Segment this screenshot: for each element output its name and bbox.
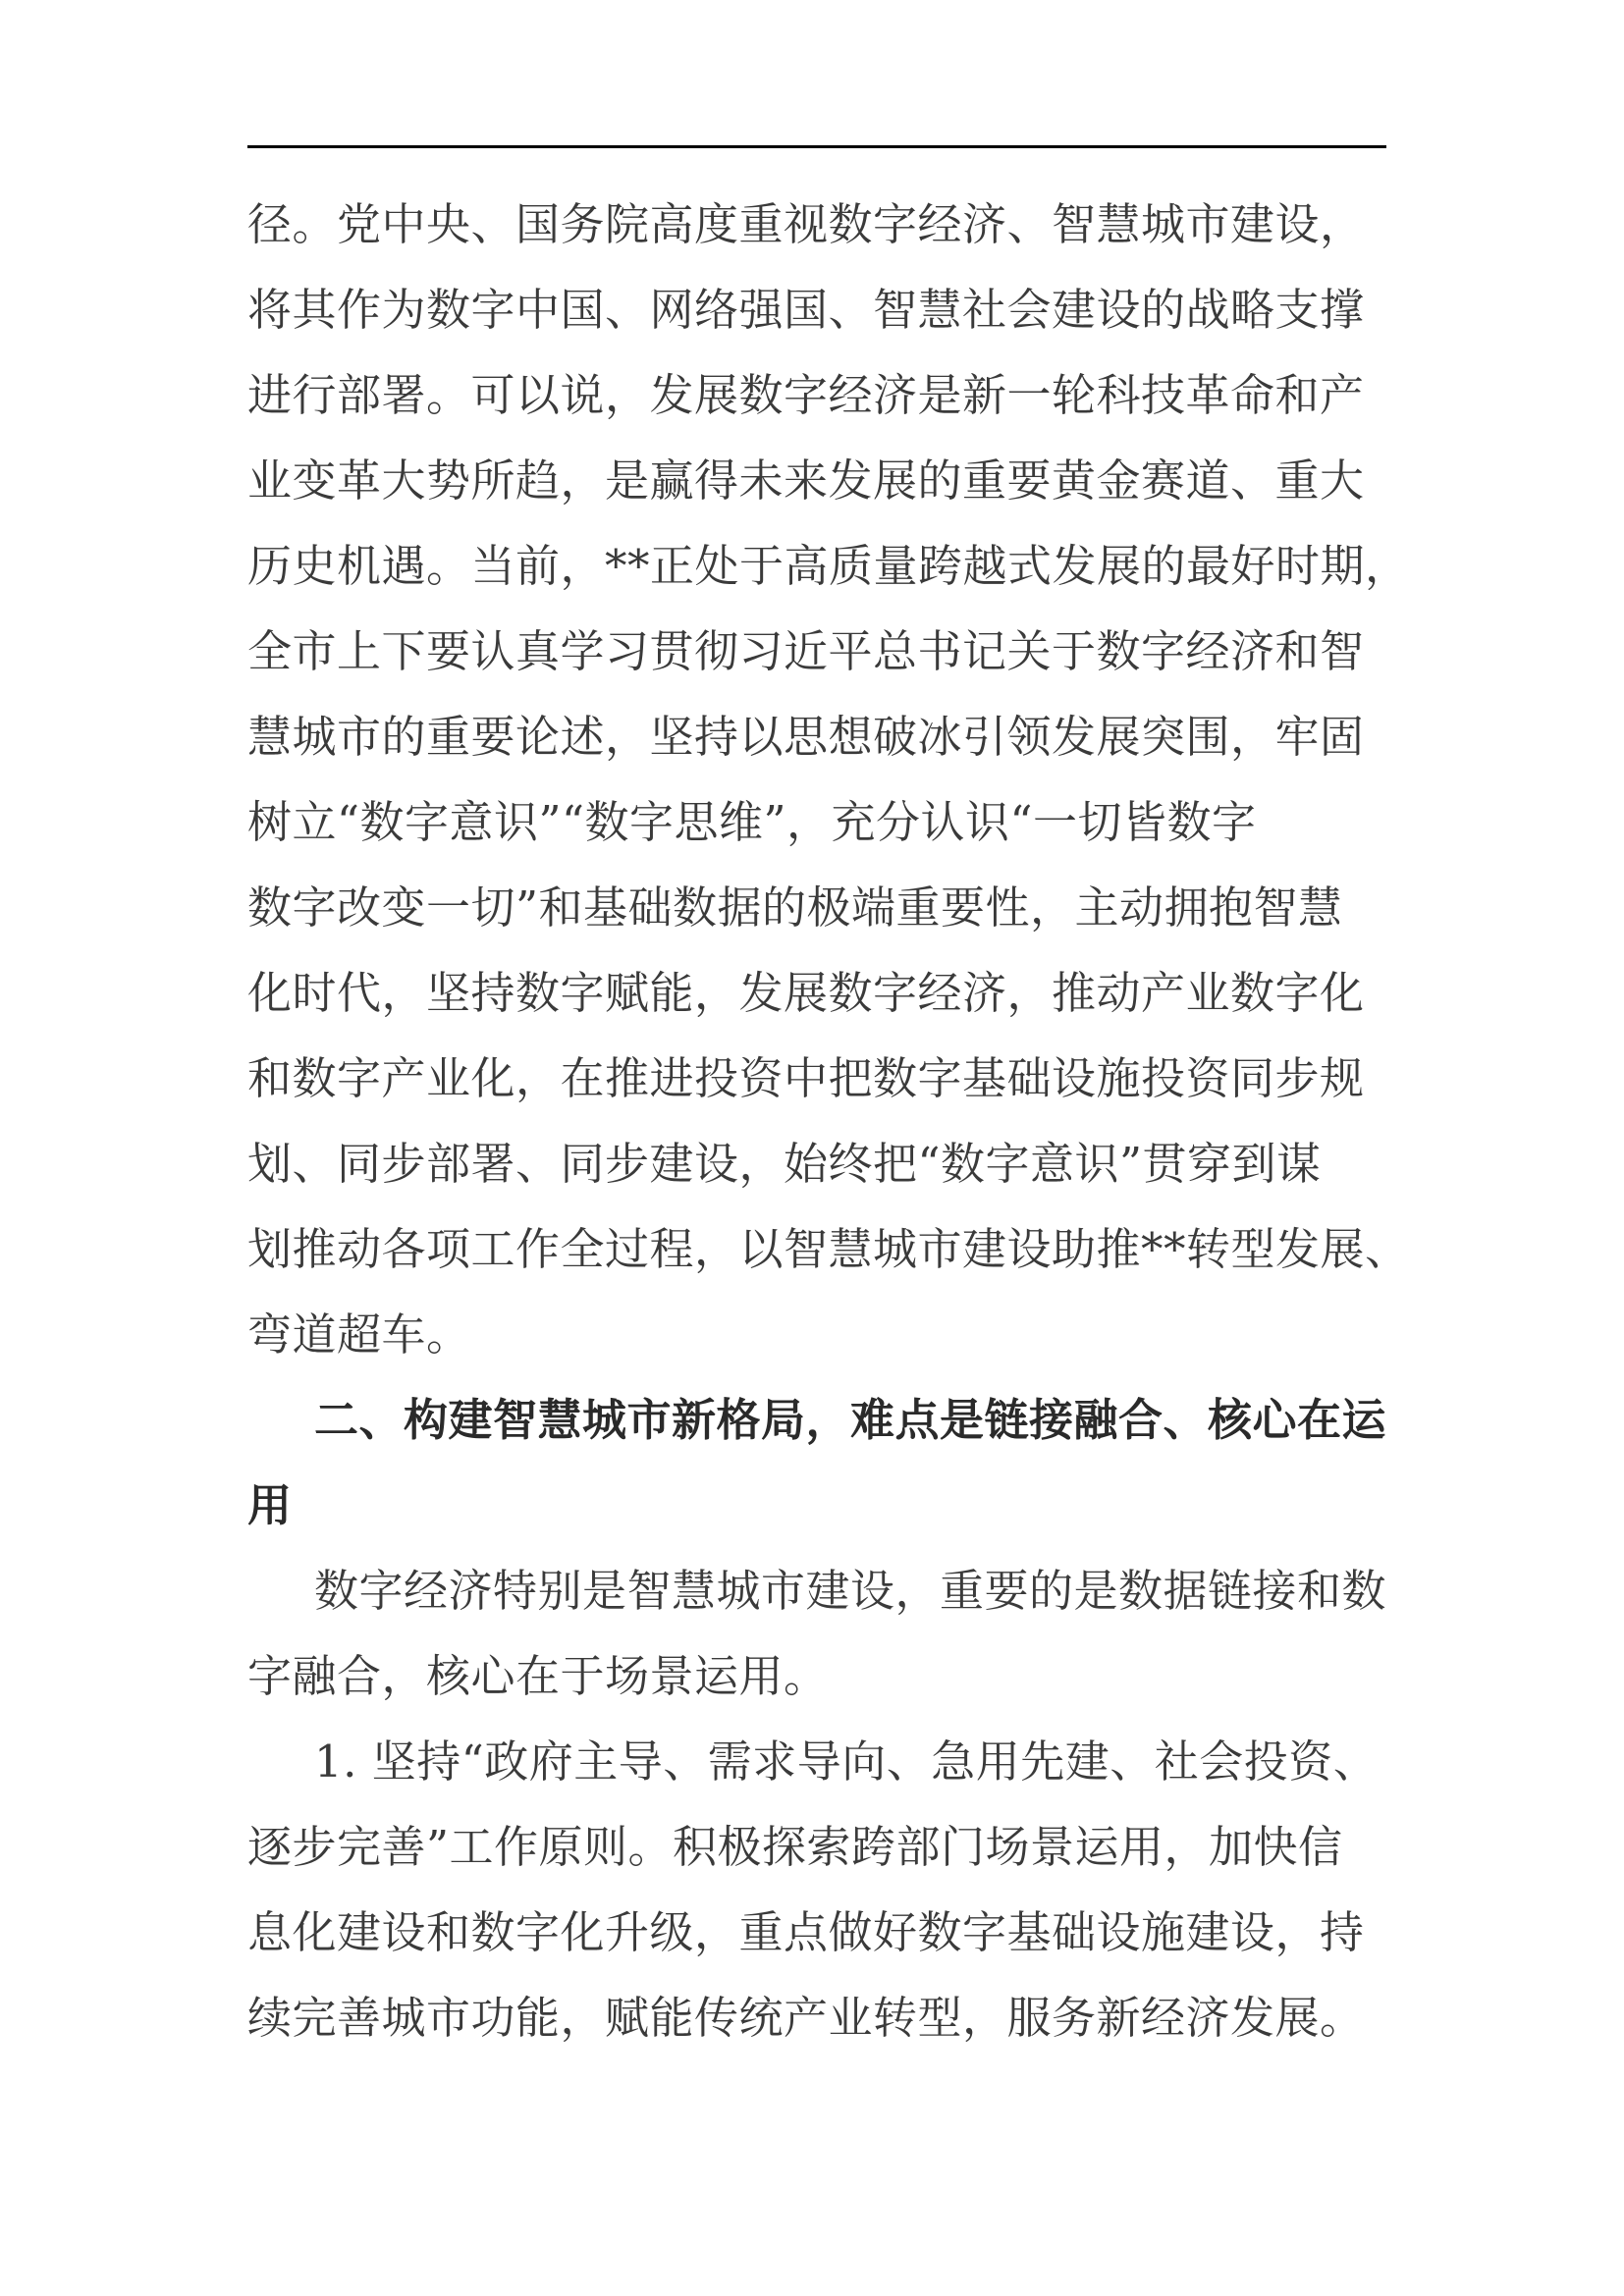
text-line: 进行部署。可以说，发展数字经济是新一轮科技革命和产 (247, 369, 1365, 421)
document-body (247, 182, 1410, 2060)
text-line: 字融合，核心在于场景运用。 (247, 1650, 829, 1702)
text-line: 历史机遇。当前，**正处于高质量跨越式发展的最好时期， (247, 540, 1410, 592)
text-line: 和数字产业化，在推进投资中把数字基础设施投资同步规 (247, 1052, 1365, 1104)
paragraph-1 (247, 182, 1410, 1377)
text-line: 业变革大势所趋，是赢得未来发展的重要黄金赛道、重大 (247, 454, 1365, 507)
text-line: 息化建设和数字化升级，重点做好数字基础设施建设，持 (247, 1906, 1365, 1958)
heading-line: 用 (247, 1479, 293, 1531)
text-line: 化时代，坚持数字赋能，发展数字经济，推动产业数字化 (247, 967, 1365, 1019)
section-heading-2 (247, 1377, 1386, 1548)
text-line: 数字经济特别是智慧城市建设，重要的是数据链接和数 (314, 1565, 1387, 1617)
text-line: 续完善城市功能，赋能传统产业转型，服务新经济发展。 (247, 1992, 1365, 2044)
paragraph-3 (247, 1719, 1386, 2060)
text-line: 划推动各项工作全过程，以智慧城市建设助推**转型发展、 (247, 1223, 1410, 1275)
header-rule (247, 145, 1386, 148)
text-line: 数字改变一切”和基础数据的极端重要性，主动拥抱智慧 (247, 881, 1343, 934)
text-line: 树立“数字意识”“数字思维”，充分认识“一切皆数字 (247, 796, 1257, 848)
heading-line: 二、构建智慧城市新格局，难点是链接融合、核心在运 (314, 1394, 1387, 1446)
text-line: 径。党中央、国务院高度重视数字经济、智慧城市建设， (247, 198, 1365, 250)
text-line: 将其作为数字中国、网络强国、智慧社会建设的战略支撑 (247, 284, 1365, 336)
text-line: 全市上下要认真学习贯彻习近平总书记关于数字经济和智 (247, 625, 1365, 677)
text-line: 慧城市的重要论述，坚持以思想破冰引领发展突围，牢固 (247, 711, 1365, 763)
text-line: 1. 坚持“政府主导、需求导向、急用先建、社会投资、 (314, 1735, 1379, 1788)
text-line: 逐步完善”工作原则。积极探索跨部门场景运用，加快信 (247, 1821, 1343, 1873)
paragraph-2 (247, 1548, 1386, 1719)
text-line: 弯道超车。 (247, 1308, 471, 1361)
text-line: 划、同步部署、同步建设，始终把“数字意识”贯穿到谋 (247, 1138, 1322, 1190)
